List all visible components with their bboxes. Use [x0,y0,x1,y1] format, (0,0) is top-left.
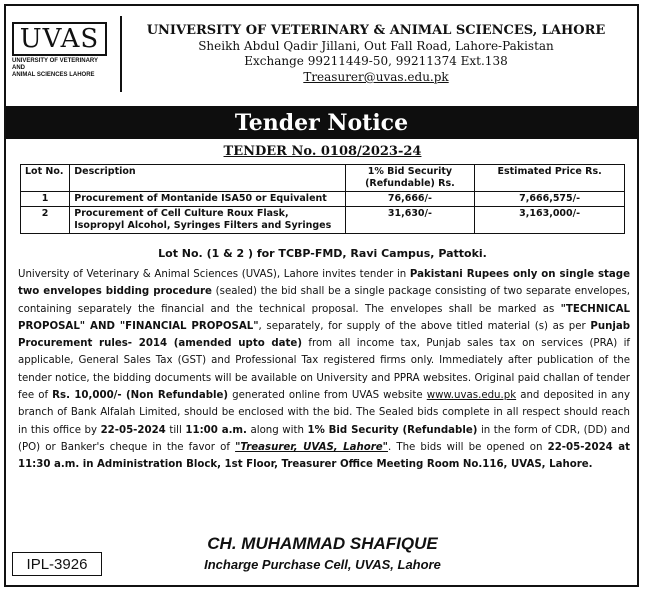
body-bold: "TECHNICAL PROPOSAL" AND "FINANCIAL PROPOSAL" [18,303,630,332]
lot-line: Lot No. (1 & 2 ) for TCBP-FMD, Ravi Campus, Pattoki. [158,247,487,260]
lot-cell: 2 [21,207,70,234]
body-text: from all income tax, Punjab sales tax on services (PRA) if applicable, General Sales Tax (GST) and Professional Tax registered firms only. Immediately after publication of the tender notice, the bidding documents will be available on University and PPRA websites. Original paid challan of tender fee of [18,338,630,402]
logo-sub-line-1: UNIVERSITY OF VETERINARY AND [12,58,98,71]
body-text: in the form of CDR, (DD) and (PO) or Banker's cheque in the favor of [18,424,631,453]
logo-sub-line-2: ANIMAL SCIENCES LAHORE [12,72,95,78]
body-text: generated online from UVAS website [228,390,427,402]
header-divider [120,16,122,92]
uvas-logo [10,22,108,76]
col-estimated-price: Estimated Price Rs. [475,165,625,192]
body-bold: Rs. 10,000/- (Non Refundable) [52,390,229,402]
logo-mark: UVAS [12,22,107,56]
price-cell: 3,163,000/- [475,207,625,234]
treasurer-name: "Treasurer, UVAS, Lahore" [235,441,388,453]
col-lot-no: Lot No. [21,165,70,192]
ipl-number-badge: IPL-3926 [12,552,102,576]
uvas-website-link[interactable]: www.uvas.edu.pk [426,390,517,402]
body-bold: 11:00 a.m. [185,424,247,436]
description-cell: Procurement of Montanide ISA50 or Equivalent [70,192,345,207]
bid-cell: 76,666/- [345,192,475,207]
body-text: (sealed) the bid shall be a single package consisting of two separate envelopes, containing separately the financial and the technical proposal. The envelopes shall be marked as [18,286,630,315]
body-bold: 1% Bid Security (Refundable) [307,424,478,436]
table-row [21,207,625,234]
table-row [21,192,625,207]
body-bold: Pakistani Rupees only on single stage two envelopes bidding procedure [18,269,630,298]
lots-table [20,164,625,234]
body-text: and deposited in any branch of Bank Alfalah Limited, should be enclosed with the bid. The Sealed bids complete in all respect should reach in this office by [18,390,631,436]
price-cell: 7,666,575/- [475,192,625,207]
description-cell: Procurement of Cell Culture Roux Flask, Isopropyl Alcohol, Syringes Filters and Syringes [70,207,345,234]
table-header-row [21,165,625,192]
body-bold: 22-05-2024 at 11:30 a.m. in Administration Block, 1st Floor, Treasurer Office Meeting Room No.116, UVAS, Lahore. [18,441,630,471]
signatory-title: Incharge Purchase Cell, UVAS, Lahore [204,557,441,572]
notice-body [18,266,630,474]
body-bold: Punjab Procurement rules- 2014 (amended upto date) [18,320,630,350]
lot-cell: 1 [21,192,70,207]
body-text: . The bids will be opened on [387,441,548,453]
bid-cell: 31,630/- [345,207,475,234]
header-text [126,22,626,85]
university-name: UNIVERSITY OF VETERINARY & ANIMAL SCIENCES, LAHORE [146,23,606,38]
exchange-phone: Exchange 99211449-50, 99211374 Ext.138 [244,54,508,68]
email-link[interactable]: Treasurer@uvas.edu.pk [303,70,449,84]
tender-notice-banner: Tender Notice [6,106,637,139]
col-description: Description [70,165,345,192]
body-text: along with [246,424,308,436]
logo-subtitle [12,58,112,79]
signatory-name: CH. MUHAMMAD SHAFIQUE [207,534,438,553]
body-text: , separately, for supply of the above titled material (s) as per [258,320,591,332]
address: Sheikh Abdul Qadir Jillani, Out Fall Road, Lahore-Pakistan [198,39,554,53]
body-text: till [165,424,186,436]
tender-number: TENDER No. 0108/2023-24 [223,144,422,159]
body-bold: 22-05-2024 [100,424,166,436]
body-text: University of Veterinary & Animal Sciences (UVAS), Lahore invites tender in [18,269,410,280]
col-bid-security: 1% Bid Security (Refundable) Rs. [345,165,475,192]
